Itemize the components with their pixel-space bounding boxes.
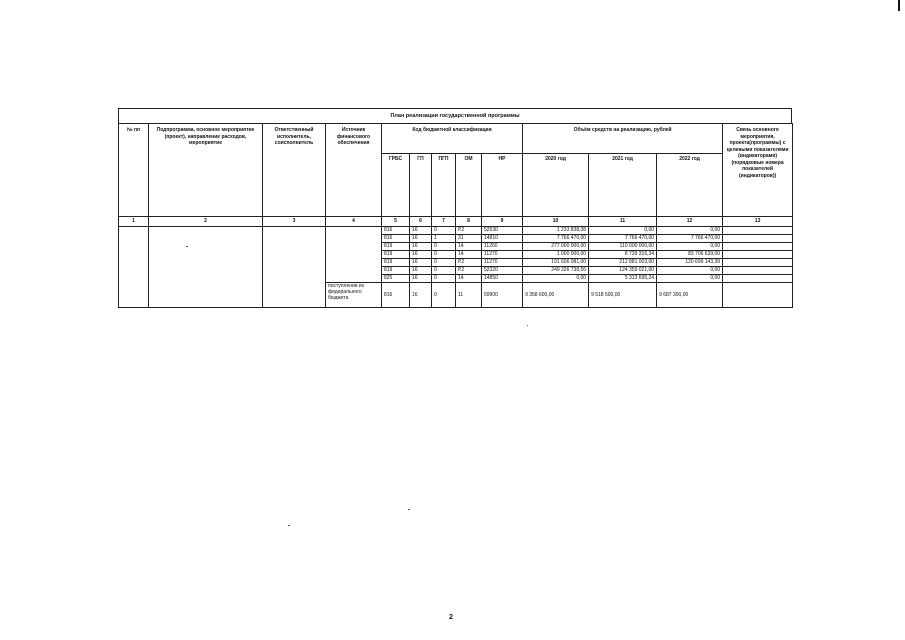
cell-om: 14 — [456, 243, 482, 251]
subheader-2022: 2022 год — [657, 154, 723, 217]
cell-gp: 16 — [410, 227, 432, 235]
cell-link — [723, 227, 793, 235]
cell-pgp: 0 — [432, 267, 456, 275]
scan-speck — [527, 325, 528, 326]
column-number: 6 — [410, 217, 432, 227]
cell-y2020: 277 000 000,00 — [523, 243, 589, 251]
table-row — [119, 227, 793, 235]
cell-y2020: 191 606 081,00 — [523, 259, 589, 267]
cell-y2020: 9 358 600,00 — [523, 283, 589, 308]
cell-gp: 16 — [410, 283, 432, 308]
cell-y2021: 212 881 003,00 — [589, 259, 657, 267]
cell-y2020: 1 233 838,38 — [523, 227, 589, 235]
cell-y2021: 124 359 021,00 — [589, 267, 657, 275]
cell-num — [119, 227, 149, 308]
cell-gp: 16 — [410, 251, 432, 259]
cell-nr: 52530 — [482, 227, 523, 235]
cell-grbs: 819 — [382, 243, 410, 251]
cell-grbs: 819 — [382, 251, 410, 259]
subheader-om: ОМ — [456, 154, 482, 217]
column-number: 9 — [482, 217, 523, 227]
column-number: 1 — [119, 217, 149, 227]
cell-y2021: 5 313 695,24 — [589, 275, 657, 283]
header-subprogram: Подпрограмма, основное мероприятие (проект), направление расходов, мероприятие — [149, 124, 263, 217]
cell-nr: 14810 — [482, 235, 523, 243]
cell-link — [723, 267, 793, 275]
cell-y2020: 1 000 000,00 — [523, 251, 589, 259]
cell-pgp: 0 — [432, 227, 456, 235]
subheader-2021: 2021 год — [589, 154, 657, 217]
cell-grbs: 819 — [382, 259, 410, 267]
page-number: 2 — [449, 614, 453, 621]
cell-y2022: 0,00 — [657, 243, 723, 251]
cell-executor — [263, 227, 326, 308]
header-volume: Объём средств на реализацию, рублей — [523, 124, 723, 154]
cell-y2021: 0,00 — [589, 227, 657, 235]
cell-y2020: 249 326 738,56 — [523, 267, 589, 275]
subheader-gp: ГП — [410, 154, 432, 217]
cell-y2022: 7 766 470,00 — [657, 235, 723, 243]
cell-source — [326, 227, 382, 283]
program-plan-table — [118, 108, 792, 308]
cell-y2022: 83 706 639,00 — [657, 251, 723, 259]
scan-speck — [186, 246, 188, 247]
cell-pgp: 0 — [432, 259, 456, 267]
cell-om: P2 — [456, 227, 482, 235]
cell-grbs: 816 — [382, 235, 410, 243]
scan-speck — [288, 525, 290, 526]
header-source: Источник финансового обеспечения — [326, 124, 382, 217]
cell-nr: 11270 — [482, 251, 523, 259]
cell-y2022: 0,00 — [657, 227, 723, 235]
cell-nr: 11260 — [482, 243, 523, 251]
cell-y2022: 9 687 300,00 — [657, 283, 723, 308]
cell-y2021: 9 518 500,00 — [589, 283, 657, 308]
column-number: 2 — [149, 217, 263, 227]
header-num: № пп — [119, 124, 149, 217]
cell-y2022: 120 699 143,39 — [657, 259, 723, 267]
cell-y2022: 0,00 — [657, 275, 723, 283]
column-number: 10 — [523, 217, 589, 227]
cell-pgp: 0 — [432, 283, 456, 308]
cell-gp: 16 — [410, 235, 432, 243]
cell-source: поступления из федерального бюджета — [326, 283, 382, 308]
subheader-pgp: ПГП — [432, 154, 456, 217]
cell-grbs: 816 — [382, 227, 410, 235]
cell-om: 14 — [456, 275, 482, 283]
subheader-2020: 2020 год — [523, 154, 589, 217]
cell-pgp: 0 — [432, 251, 456, 259]
column-number: 8 — [456, 217, 482, 227]
cell-gp: 16 — [410, 267, 432, 275]
column-number: 7 — [432, 217, 456, 227]
cell-om: 14 — [456, 251, 482, 259]
cell-y2021: 8 739 316,34 — [589, 251, 657, 259]
column-number: 11 — [589, 217, 657, 227]
cell-link — [723, 283, 793, 308]
column-number: 13 — [723, 217, 793, 227]
cell-grbs: 816 — [382, 283, 410, 308]
cell-pgp: 1 — [432, 235, 456, 243]
scan-speck — [408, 509, 410, 510]
cell-subprogram — [149, 227, 263, 308]
edge-mark — [898, 0, 900, 11]
cell-link — [723, 251, 793, 259]
cell-grbs: 819 — [382, 267, 410, 275]
cell-om: P2 — [456, 267, 482, 275]
cell-nr: 59900 — [482, 283, 523, 308]
cell-nr: 11270 — [482, 259, 523, 267]
subheader-nr: НР — [482, 154, 523, 217]
column-number: 4 — [326, 217, 382, 227]
cell-y2021: 110 000 000,00 — [589, 243, 657, 251]
subheader-grbs: ГРБС — [382, 154, 410, 217]
column-number: 12 — [657, 217, 723, 227]
cell-y2020: 7 766 470,00 — [523, 235, 589, 243]
cell-y2022: 0,00 — [657, 267, 723, 275]
cell-y2020: 0,00 — [523, 275, 589, 283]
cell-link — [723, 235, 793, 243]
table-title: План реализации государственной программы — [118, 108, 792, 123]
cell-om: 11 — [456, 283, 482, 308]
cell-nr: 14850 — [482, 275, 523, 283]
cell-grbs: 825 — [382, 275, 410, 283]
header-link: Связь основного мероприятия, проекта(программы) с целевыми показателями (индикаторами) (порядковые номера показателей (индикаторов)) — [723, 124, 793, 217]
cell-om: 31 — [456, 235, 482, 243]
cell-gp: 16 — [410, 275, 432, 283]
header-budget-code: Код бюджетной классификации — [382, 124, 523, 154]
cell-pgp: 0 — [432, 275, 456, 283]
header-executor: Ответственный исполнитель, соисполнитель — [263, 124, 326, 217]
cell-y2021: 7 766 470,00 — [589, 235, 657, 243]
cell-gp: 16 — [410, 243, 432, 251]
cell-link — [723, 275, 793, 283]
column-number: 5 — [382, 217, 410, 227]
cell-link — [723, 259, 793, 267]
cell-link — [723, 243, 793, 251]
cell-gp: 16 — [410, 259, 432, 267]
cell-om: P2 — [456, 259, 482, 267]
column-numbers-row — [119, 217, 793, 227]
cell-pgp: 0 — [432, 243, 456, 251]
cell-nr: 52320 — [482, 267, 523, 275]
column-number: 3 — [263, 217, 326, 227]
